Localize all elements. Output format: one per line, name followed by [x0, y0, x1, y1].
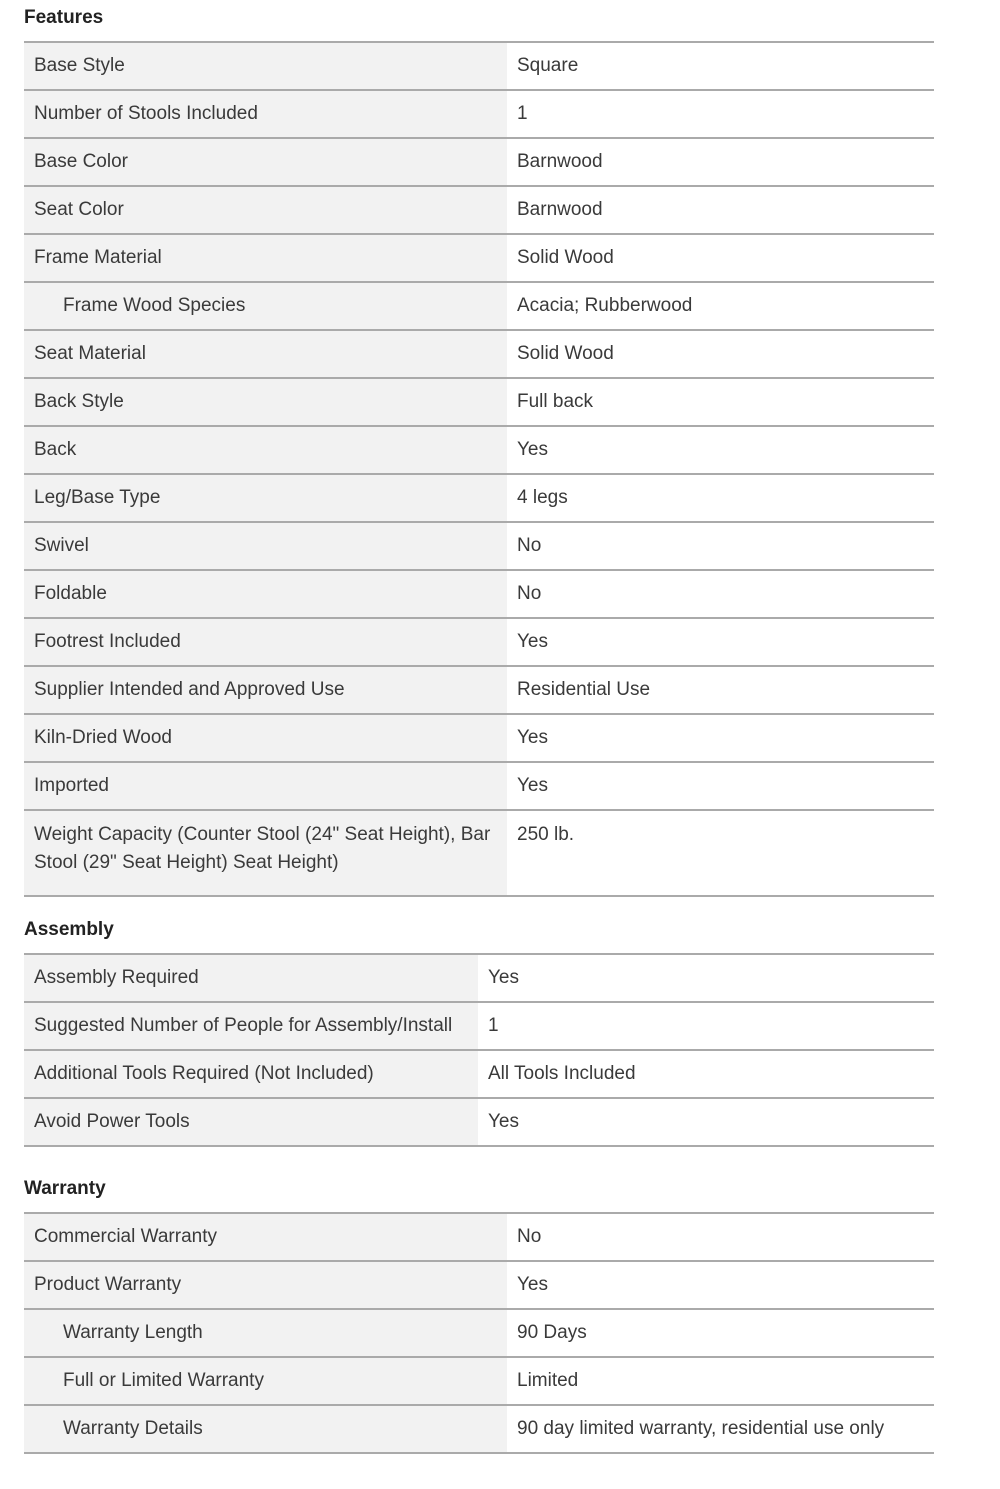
spec-label: Frame Material	[24, 234, 507, 282]
spec-value: 90 day limited warranty, residential use only	[507, 1405, 934, 1453]
table-row	[24, 1050, 934, 1098]
table-row	[24, 186, 934, 234]
assembly-table	[24, 953, 934, 1147]
spec-value: 250 lb.	[507, 810, 934, 896]
spec-value: 4 legs	[507, 474, 934, 522]
spec-value: Barnwood	[507, 186, 934, 234]
table-row	[24, 1405, 934, 1453]
spec-label: Warranty Length	[24, 1309, 507, 1357]
spec-label: Base Style	[24, 42, 507, 90]
spec-label: Full or Limited Warranty	[24, 1357, 507, 1405]
spec-label: Suggested Number of People for Assembly/Install	[24, 1002, 478, 1050]
features-section	[24, 6, 934, 897]
table-row	[24, 42, 934, 90]
features-table	[24, 41, 934, 897]
spec-value: Yes	[507, 618, 934, 666]
table-row	[24, 1098, 934, 1146]
spec-label: Additional Tools Required (Not Included)	[24, 1050, 478, 1098]
table-row	[24, 618, 934, 666]
table-row	[24, 714, 934, 762]
table-row	[24, 954, 934, 1002]
table-row	[24, 1213, 934, 1261]
table-row	[24, 234, 934, 282]
spec-value: Yes	[478, 1098, 934, 1146]
table-row	[24, 1261, 934, 1309]
spec-label: Frame Wood Species	[24, 282, 507, 330]
spec-label: Warranty Details	[24, 1405, 507, 1453]
spec-value: No	[507, 522, 934, 570]
spec-label: Seat Material	[24, 330, 507, 378]
table-row	[24, 666, 934, 714]
spec-value: No	[507, 570, 934, 618]
spec-label: Kiln-Dried Wood	[24, 714, 507, 762]
table-row	[24, 378, 934, 426]
spec-value: Solid Wood	[507, 234, 934, 282]
spec-value: Yes	[478, 954, 934, 1002]
table-row	[24, 522, 934, 570]
spec-label: Weight Capacity (Counter Stool (24" Seat Height), Bar Stool (29" Seat Height) Seat Height)	[24, 810, 507, 896]
spec-label: Leg/Base Type	[24, 474, 507, 522]
spec-label: Commercial Warranty	[24, 1213, 507, 1261]
spec-label: Product Warranty	[24, 1261, 507, 1309]
spec-value: Yes	[507, 714, 934, 762]
table-row	[24, 810, 934, 896]
spec-label: Assembly Required	[24, 954, 478, 1002]
table-row	[24, 1309, 934, 1357]
spec-value: Residential Use	[507, 666, 934, 714]
spec-value: Yes	[507, 762, 934, 810]
warranty-table	[24, 1212, 934, 1454]
table-row	[24, 570, 934, 618]
spec-label: Swivel	[24, 522, 507, 570]
spec-label: Footrest Included	[24, 618, 507, 666]
spec-label: Foldable	[24, 570, 507, 618]
spec-label: Back Style	[24, 378, 507, 426]
spec-value: Limited	[507, 1357, 934, 1405]
assembly-section	[24, 918, 934, 1147]
table-row	[24, 282, 934, 330]
spec-label: Imported	[24, 762, 507, 810]
spec-value: Yes	[507, 426, 934, 474]
spec-value: All Tools Included	[478, 1050, 934, 1098]
spec-label: Supplier Intended and Approved Use	[24, 666, 507, 714]
table-row	[24, 426, 934, 474]
spec-value: Solid Wood	[507, 330, 934, 378]
spec-value: Yes	[507, 1261, 934, 1309]
spec-value: No	[507, 1213, 934, 1261]
table-row	[24, 762, 934, 810]
spec-label: Avoid Power Tools	[24, 1098, 478, 1146]
spec-value: Barnwood	[507, 138, 934, 186]
section-title: Features	[24, 7, 104, 28]
table-row	[24, 138, 934, 186]
spec-value: 90 Days	[507, 1309, 934, 1357]
table-row	[24, 90, 934, 138]
spec-label: Seat Color	[24, 186, 507, 234]
spec-label: Back	[24, 426, 507, 474]
table-row	[24, 330, 934, 378]
spec-label: Number of Stools Included	[24, 90, 507, 138]
table-row	[24, 474, 934, 522]
spec-value: Full back	[507, 378, 934, 426]
table-row	[24, 1002, 934, 1050]
warranty-section	[24, 1177, 934, 1454]
spec-value: 1	[507, 90, 934, 138]
spec-value: Acacia; Rubberwood	[507, 282, 934, 330]
section-title: Warranty	[24, 1178, 106, 1199]
spec-value: 1	[478, 1002, 934, 1050]
spec-value: Square	[507, 42, 934, 90]
table-row	[24, 1357, 934, 1405]
section-title: Assembly	[24, 919, 114, 940]
spec-label: Base Color	[24, 138, 507, 186]
